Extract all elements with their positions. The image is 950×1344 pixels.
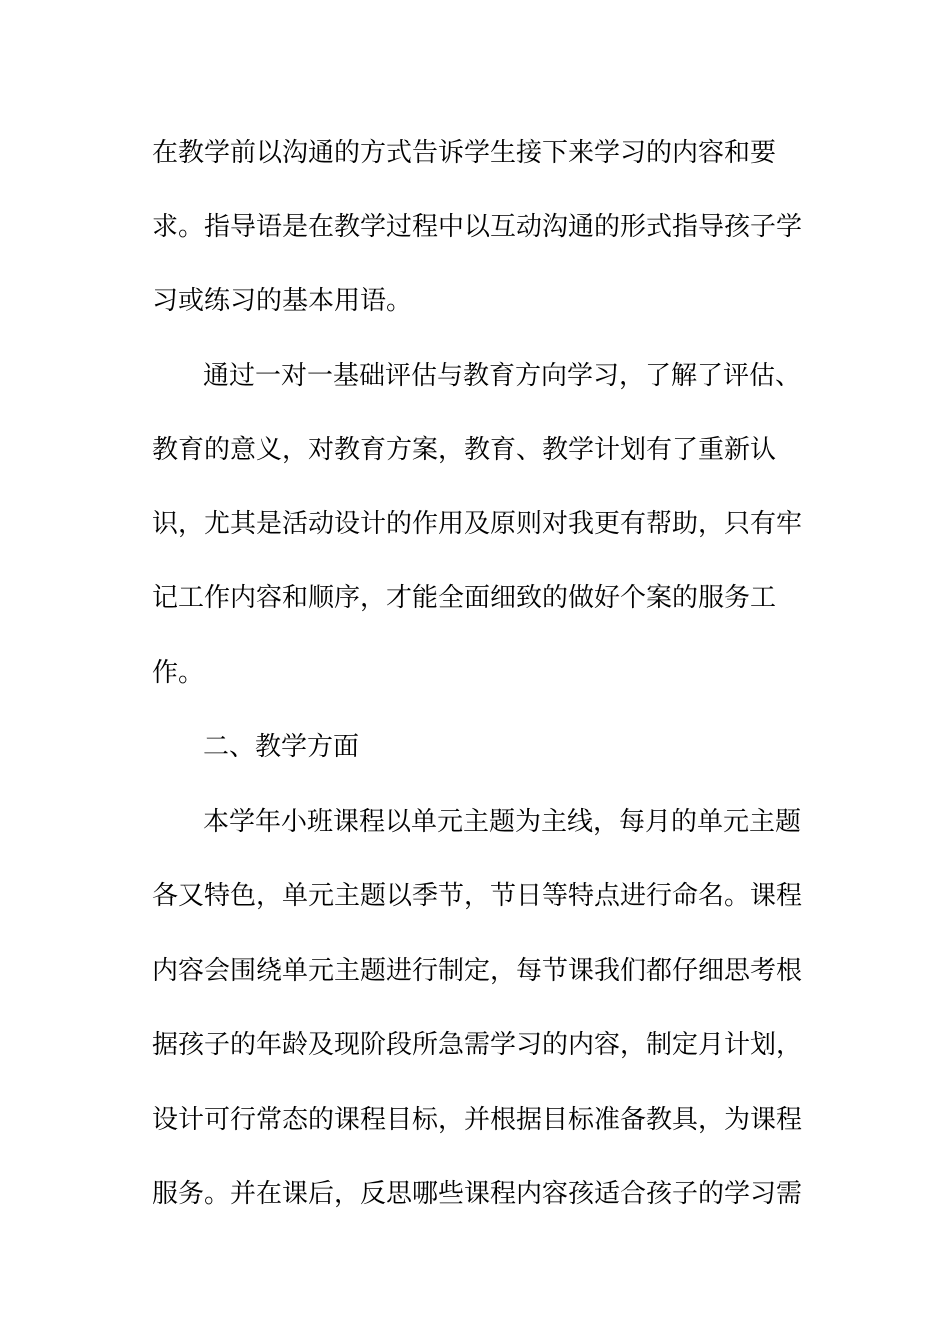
paragraph-line: 内容会围绕单元主题进行制定，每节课我们都仔细思考根 bbox=[152, 956, 803, 986]
paragraph-line: 习或练习的基本用语。 bbox=[152, 286, 413, 316]
paragraph-line: 教育的意义，对教育方案，教育、教学计划有了重新认 bbox=[152, 435, 777, 465]
paragraph-line: 记工作内容和顺序，才能全面细致的做好个案的服务工 bbox=[152, 583, 777, 613]
paragraph-line: 在教学前以沟通的方式告诉学生接下来学习的内容和要 bbox=[152, 138, 777, 168]
paragraph-line: 据孩子的年龄及现阶段所急需学习的内容，制定月计划， bbox=[152, 1030, 803, 1060]
section-heading: 二、教学方面 bbox=[203, 732, 360, 762]
paragraph-line: 识，尤其是活动设计的作用及原则对我更有帮助，只有牢 bbox=[152, 509, 803, 539]
paragraph-line: 求。指导语是在教学过程中以互动沟通的形式指导孩子学 bbox=[152, 212, 803, 242]
paragraph-line: 通过一对一基础评估与教育方向学习，了解了评估、 bbox=[203, 361, 802, 391]
paragraph-line: 服务。并在课后，反思哪些课程内容孩适合孩子的学习需 bbox=[152, 1179, 803, 1209]
paragraph-line: 作。 bbox=[152, 658, 205, 688]
paragraph-line: 设计可行常态的课程目标，并根据目标准备教具，为课程 bbox=[152, 1105, 803, 1135]
paragraph-line: 本学年小班课程以单元主题为主线，每月的单元主题 bbox=[203, 807, 802, 837]
paragraph-line: 各又特色，单元主题以季节，节日等特点进行命名。课程 bbox=[152, 881, 803, 911]
